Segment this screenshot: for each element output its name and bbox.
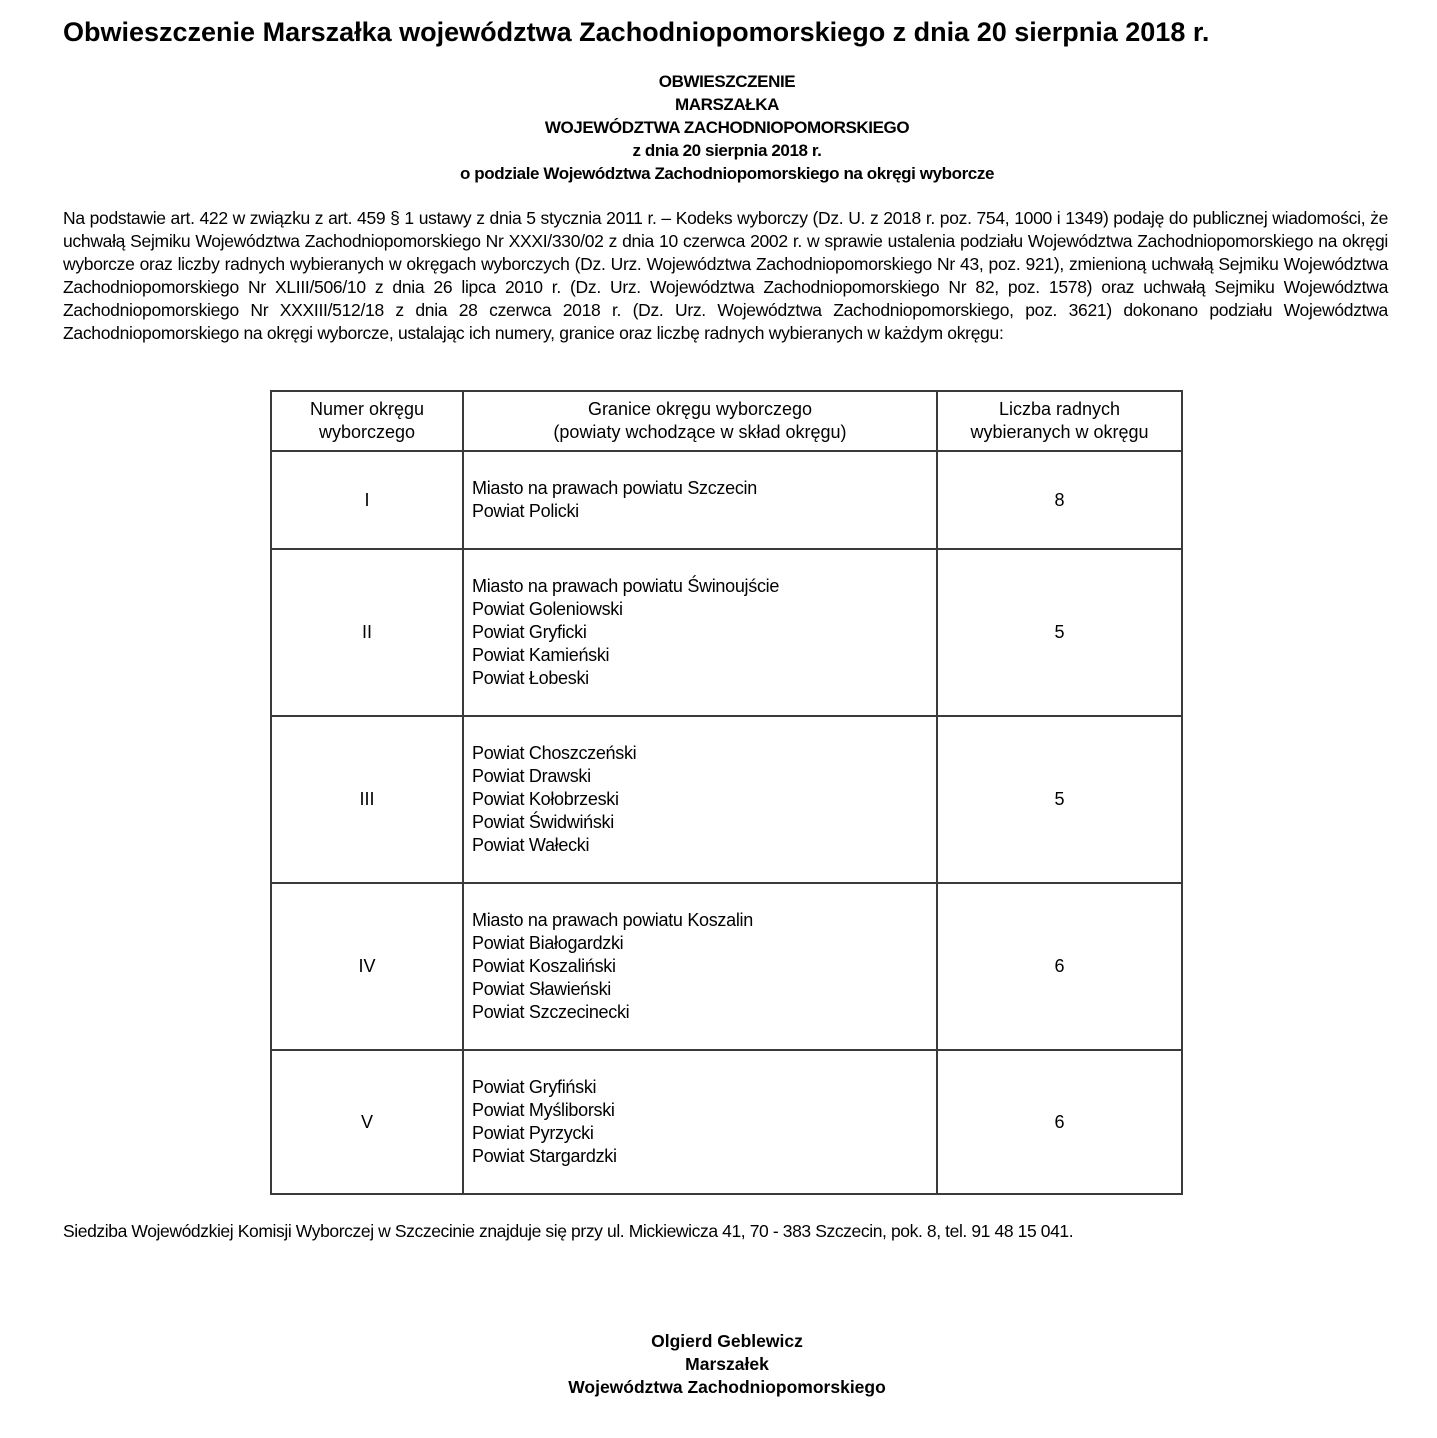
table-row [271,549,1182,716]
area-line: Powiat Szczecinecki [472,1002,630,1022]
signature-block [0,1330,1437,1399]
area-line: Powiat Choszczeński [472,743,637,763]
area-line: Powiat Drawski [472,766,591,786]
councillor-count: 5 [937,716,1182,883]
district-areas [463,451,937,549]
councillor-count: 6 [937,1050,1182,1194]
header-line: o podziale Województwa Zachodniopomorskiego na okręgi wyborcze [459,164,995,183]
column-header-number [271,391,463,451]
area-line: Powiat Myśliborski [472,1100,615,1120]
header-text: Liczba radnych [998,399,1121,419]
table-row [271,451,1182,549]
area-line: Miasto na prawach powiatu Szczecin [472,478,757,498]
table-header-row [271,391,1182,451]
column-header-count [937,391,1182,451]
area-line: Powiat Świdwiński [472,812,614,832]
district-number: I [271,451,463,549]
area-line: Powiat Koszaliński [472,956,616,976]
districts-table [270,390,1183,1195]
councillor-count: 8 [937,451,1182,549]
header-text: Granice okręgu wyborczego [587,399,813,419]
table-row [271,716,1182,883]
district-areas [463,883,937,1050]
page-title: Obwieszczenie Marszałka województwa Zachodniopomorskiego z dnia 20 sierpnia 2018 r. [63,17,1210,47]
area-line: Powiat Białogardzki [472,933,624,953]
header-line: WOJEWÓDZTWA ZACHODNIOPOMORSKIEGO [544,118,910,137]
signatory-name: Olgierd Geblewicz [651,1331,803,1351]
area-line: Powiat Łobeski [472,668,589,688]
area-line: Powiat Policki [472,501,579,521]
header-line: z dnia 20 sierpnia 2018 r. [632,141,822,160]
area-line: Miasto na prawach powiatu Koszalin [472,910,753,930]
district-areas [463,1050,937,1194]
header-text: wyborczego [318,422,416,442]
councillor-count: 5 [937,549,1182,716]
councillor-count: 6 [937,883,1182,1050]
area-line: Powiat Sławieński [472,979,611,999]
column-header-boundaries [463,391,937,451]
district-number: III [271,716,463,883]
intro-paragraph: Na podstawie art. 422 w związku z art. 459 § 1 ustawy z dnia 5 stycznia 2011 r. – Kodeks wyborczy (Dz. U. z 2018 r. poz. 754, 1000 i 1349) podaję do publicznej wiadomości, że uchwałą Sejmiku Województwa Zachodniopomorskiego Nr XXXI/330/02 z dnia 10 czerwca 2002 r. w sprawie ustalenia podziału Województwa Zachodniopomorskiego na okręgi wyborcze oraz liczby radnych wybieranych w okręgach wyborczych (Dz. Urz. Województwa Zachodniopomorskiego Nr 43, poz. 921), zmienioną uchwałą Sejmiku Województwa Zachodniopomorskiego Nr XLIII/506/10 z dnia 26 lipca 2010 r. (Dz. Urz. Województwa Zachodniopomorskiego Nr 82, poz. 1578) oraz uchwałą Sejmiku Województwa Zachodniopomorskiego Nr XXXIII/512/18 z dnia 28 czerwca 2018 r. (Dz. Urz. Województwa Zachodniopomorskiego, poz. 3621) dokonano podziału Województwa Zachodniopomorskiego na okręgi wyborcze, ustalając ich numery, granice oraz liczbę radnych wybieranych w każdym okręgu: [63,208,1388,343]
area-line: Powiat Goleniowski [472,599,623,619]
header-text: (powiaty wchodzące w skład okręgu) [553,422,847,442]
district-number: II [271,549,463,716]
district-areas [463,716,937,883]
area-line: Powiat Kamieński [472,645,610,665]
signatory-role: Marszałek [685,1354,769,1374]
header-text: wybieranych w okręgu [970,422,1149,442]
area-line: Powiat Wałecki [472,835,590,855]
area-line: Powiat Gryficki [472,622,587,642]
area-line: Powiat Gryfiński [472,1077,597,1097]
area-line: Miasto na prawach powiatu Świnoujście [472,576,780,596]
area-line: Powiat Stargardzki [472,1146,617,1166]
header-line: OBWIESZCZENIE [658,72,796,91]
area-line: Powiat Kołobrzeski [472,789,619,809]
table-row [271,1050,1182,1194]
header-text: Numer okręgu [309,399,425,419]
header-line: MARSZAŁKA [674,95,780,114]
announcement-header [0,70,1437,185]
table-row [271,883,1182,1050]
district-number: V [271,1050,463,1194]
district-areas [463,549,937,716]
signatory-office: Województwa Zachodniopomorskiego [568,1377,886,1397]
area-line: Powiat Pyrzycki [472,1123,594,1143]
commission-address-note: Siedziba Wojewódzkiej Komisji Wyborczej w Szczecinie znajduje się przy ul. Mickiewicza 41, 70 - 383 Szczecin, pok. 8, tel. 91 48 15 041. [63,1221,1074,1241]
district-number: IV [271,883,463,1050]
